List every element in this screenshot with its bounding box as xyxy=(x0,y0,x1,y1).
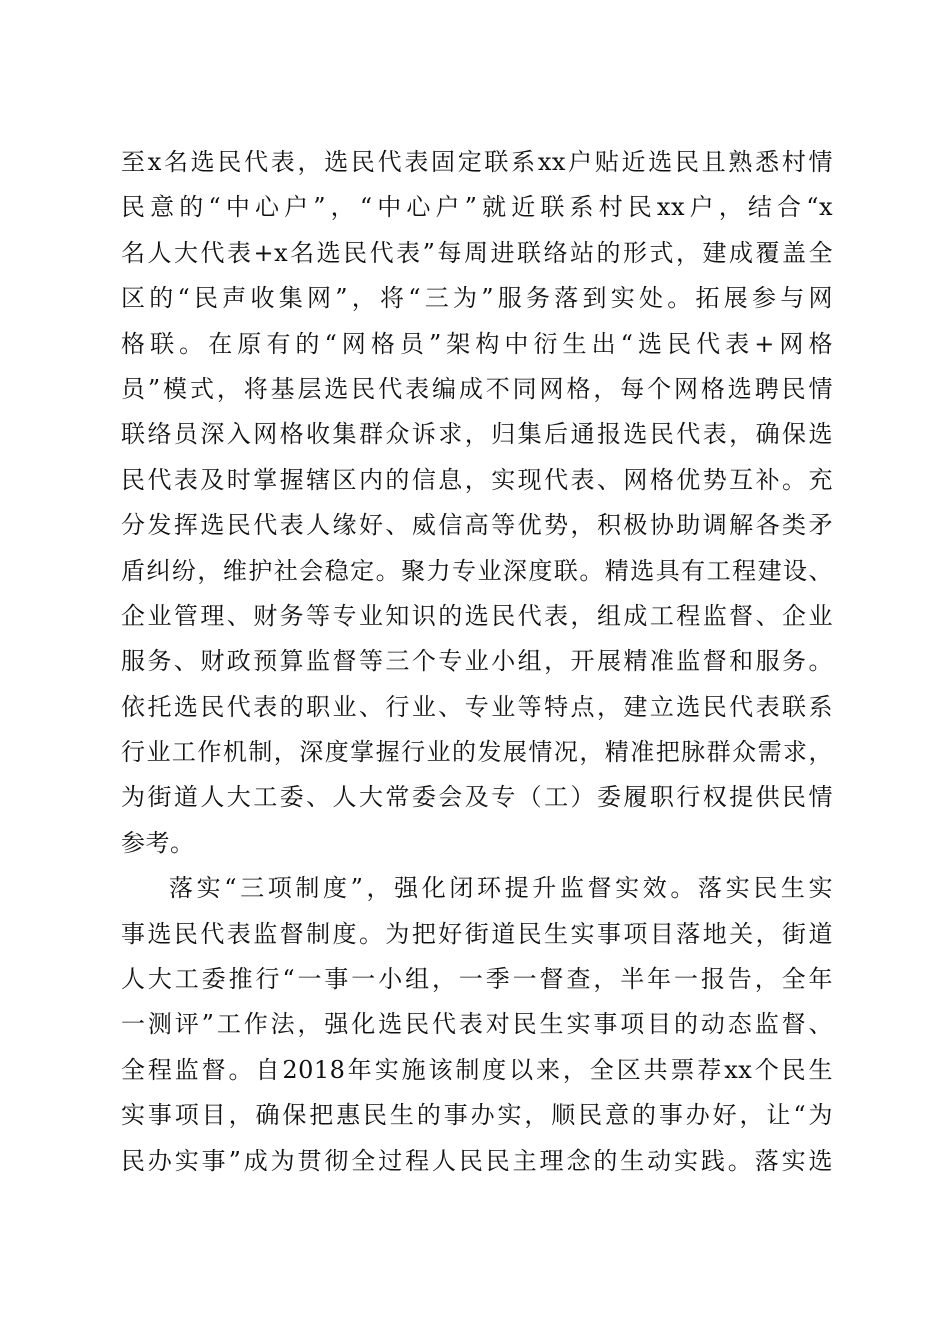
text-line: 民意的“中心户”，“中心户”就近联系村民xx户，结合“x xyxy=(121,193,833,222)
text-line: 全程监督。自2018年实施该制度以来，全区共票荐xx个民生 xyxy=(121,1055,833,1084)
text-line: 依托选民代表的职业、行业、专业等特点，建立选民代表联系 xyxy=(121,692,833,721)
text-line: 盾纠纷，维护社会稳定。聚力专业深度联。精选具有工程建设、 xyxy=(121,556,833,585)
text-line: 落实“三项制度”，强化闭环提升监督实效。落实民生实 xyxy=(169,874,833,903)
text-line: 区的“民声收集网”，将“三为”服务落到实处。拓展参与网 xyxy=(121,284,833,313)
text-line: 民办实事”成为贯彻全过程人民民主理念的生动实践。落实选 xyxy=(121,1146,833,1175)
text-line: 事选民代表监督制度。为把好街道民生实事项目落地关，街道 xyxy=(121,919,833,948)
text-line: 实事项目，确保把惠民生的事办实，顺民意的事办好，让“为 xyxy=(121,1101,833,1130)
text-line: 服务、财政预算监督等三个专业小组，开展精准监督和服务。 xyxy=(121,647,833,676)
text-line: 行业工作机制，深度掌握行业的发展情况，精准把脉群众需求， xyxy=(121,738,833,767)
text-line: 为街道人大工委、人大常委会及专（工）委履职行权提供民情 xyxy=(121,783,833,812)
text-line: 参考。 xyxy=(121,828,195,857)
text-line: 企业管理、财务等专业知识的选民代表，组成工程监督、企业 xyxy=(121,601,833,630)
text-line: 员”模式，将基层选民代表编成不同网格，每个网格选聘民情 xyxy=(121,374,833,403)
text-line: 至x名选民代表，选民代表固定联系xx户贴近选民且熟悉村情 xyxy=(121,148,833,176)
text-line: 格联。在原有的“网格员”架构中衍生出“选民代表+网格 xyxy=(121,329,833,358)
text-line: 联络员深入网格收集群众诉求，归集后通报选民代表，确保选 xyxy=(121,420,833,449)
text-line: 民代表及时掌握辖区内的信息，实现代表、网格优势互补。充 xyxy=(121,465,833,494)
text-line: 名人大代表+x名选民代表”每周进联络站的形式，建成覆盖全 xyxy=(121,238,833,267)
text-line: 人大工委推行“一事一小组，一季一督查，半年一报告，全年 xyxy=(121,965,833,994)
paragraph-1 xyxy=(121,140,833,866)
paragraph-2 xyxy=(121,866,833,1184)
text-line: 一测评”工作法，强化选民代表对民生实事项目的动态监督、 xyxy=(121,1010,833,1039)
text-line: 分发挥选民代表人缘好、威信高等优势，积极协助调解各类矛 xyxy=(121,511,833,540)
body-text xyxy=(121,140,833,1184)
